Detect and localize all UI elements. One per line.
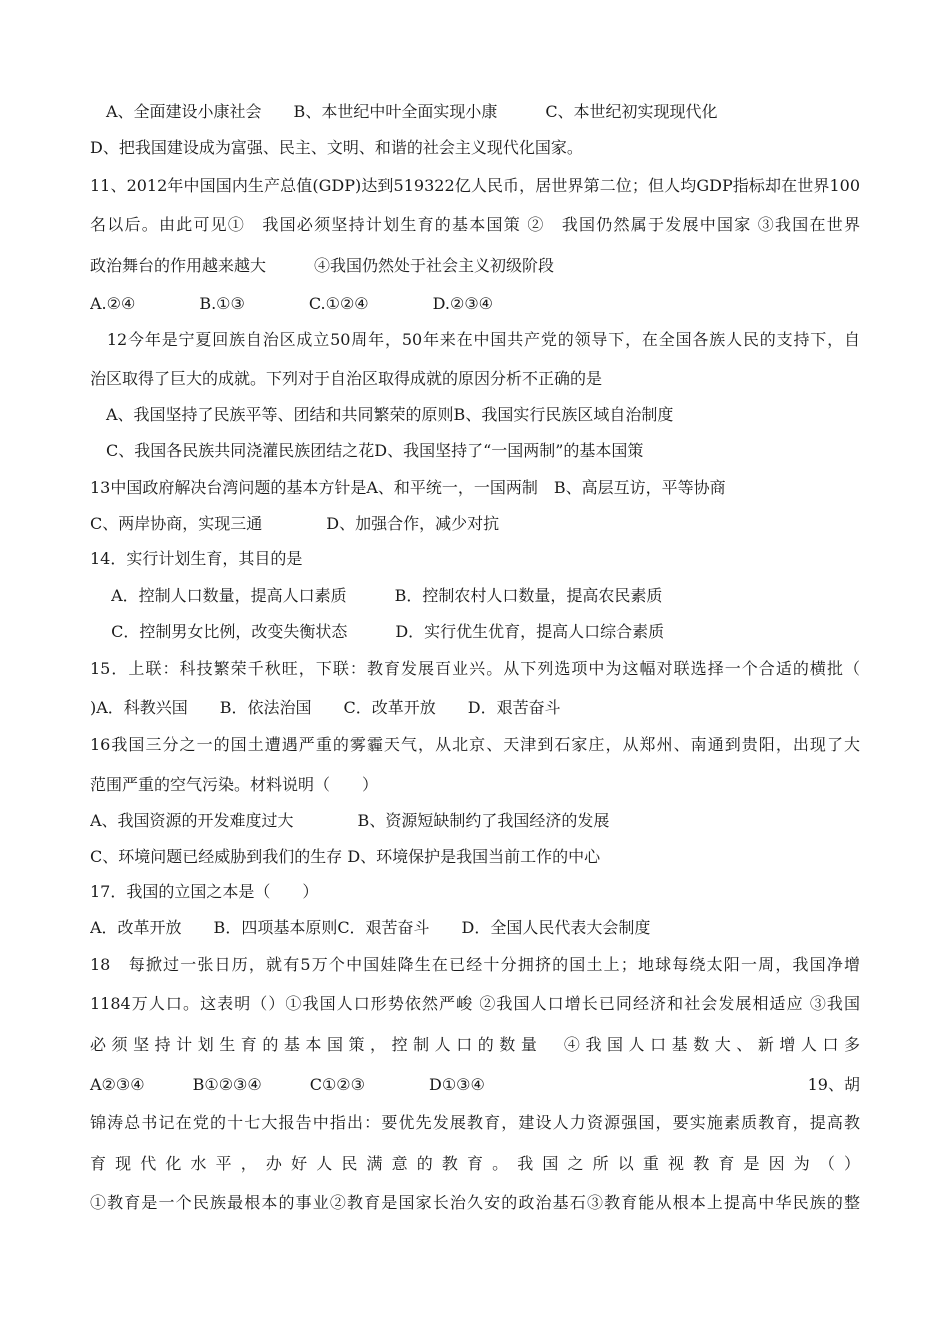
q18-stem-line2: 1184万人口。这表明（）①我国人口形势依然严峻 ②我国人口增长已同经济和社会发展相适应 ③我国 [90,994,860,1013]
q16-options-cd: C、环境问题已经威胁到我们的生存 D、环境保护是我国当前工作的中心 [90,847,601,866]
q11-stem-line2: 名以后。由此可见① 我国必须坚持计划生育的基本国策 ② 我国仍然属于发展中国家 ③我国在世界 [90,215,860,234]
q13-options-cd: C、两岸协商，实现三通 D、加强合作，减少对抗 [90,514,500,533]
q19-number: 19、胡 [807,1075,860,1094]
q16-options-ab: A、我国资源的开发难度过大 B、资源短缺制约了我国经济的发展 [90,811,610,830]
q12-options-ab: A、我国坚持了民族平等、团结和共同繁荣的原则B、我国实行民族区域自治制度 [90,405,674,424]
q11-options: A.②④ B.①③ C.①②④ D.②③④ [90,294,494,313]
q15-options: )A．科教兴国 B．依法治国 C．改革开放 D．艰苦奋斗 [90,698,561,717]
q18-options-row [90,1075,860,1097]
q17-stem: 17．我国的立国之本是（ ） [90,882,319,901]
q10-option-d: D、把我国建设成为富强、民主、文明、和谐的社会主义现代化国家。 [90,138,583,157]
q14-options-ab: A．控制人口数量，提高人口素质 B．控制农村人口数量，提高农民素质 [90,586,663,605]
q16-stem-line1: 16我国三分之一的国土遭遇严重的雾霾天气，从北京、天津到石家庄，从郑州、南通到贵阳，出现了大 [90,735,860,754]
q18-stem-line3: 必须坚持计划生育的基本国策，控制人口的数量 ④我国人口基数大、新增人口多 [90,1035,860,1054]
q19-stem-line2: 育现代化水平，办好人民满意的教育。我国之所以重视教育是因为（） [90,1154,860,1173]
q11-stem-line1: 11、2012年中国国内生产总值(GDP)达到519322亿人民币，居世界第二位；但人均GDP指标却在世界100 [90,176,860,195]
q11-stem-line3: 政治舞台的作用越来越大 ④我国仍然处于社会主义初级阶段 [90,256,555,275]
q14-options-cd: C．控制男女比例，改变失衡状态 D．实行优生优育，提高人口综合素质 [90,622,665,641]
q12-stem-line1: 12今年是宁夏回族自治区成立50周年，50年来在中国共产党的领导下，在全国各族人民的支持下，自 [90,330,860,349]
q19-stem-line1: 锦涛总书记在党的十七大报告中指出：要优先发展教育，建设人力资源强国，要实施素质教育，提高教 [90,1113,860,1132]
q15-stem: 15．上联：科技繁荣千秋旺，下联：教育发展百业兴。从下列选项中为这幅对联选择一个合适的横批（ [90,659,860,678]
q18-stem-line1: 18 每掀过一张日历，就有5万个中国娃降生在已经十分拥挤的国土上；地球每绕太阳一周，我国净增 [90,955,860,974]
q17-options: A．改革开放 B．四项基本原则C．艰苦奋斗 D．全国人民代表大会制度 [90,918,651,937]
q13-stem-options: 13中国政府解决台湾问题的基本方针是A、和平统一，一国两制 B、高层互访，平等协商 [90,478,726,497]
q14-stem: 14．实行计划生育，其目的是 [90,549,303,568]
q19-stem-line3: ①教育是一个民族最根本的事业②教育是国家长治久安的政治基石③教育能从根本上提高中华民族的整 [90,1193,860,1212]
q16-stem-line2: 范围严重的空气污染。材料说明（ ） [90,775,379,794]
q12-stem-line2: 治区取得了巨大的成就。下列对于自治区取得成就的原因分析不正确的是 [90,369,603,388]
q12-options-cd: C、我国各民族共同浇灌民族团结之花D、我国坚持了“一国两制”的基本国策 [90,441,644,460]
q18-options: A②③④ B①②③④ C①②③ D①③④ [90,1075,485,1094]
q10-options-row1: A、全面建设小康社会 B、本世纪中叶全面实现小康 C、本世纪初实现现代化 [90,102,718,121]
